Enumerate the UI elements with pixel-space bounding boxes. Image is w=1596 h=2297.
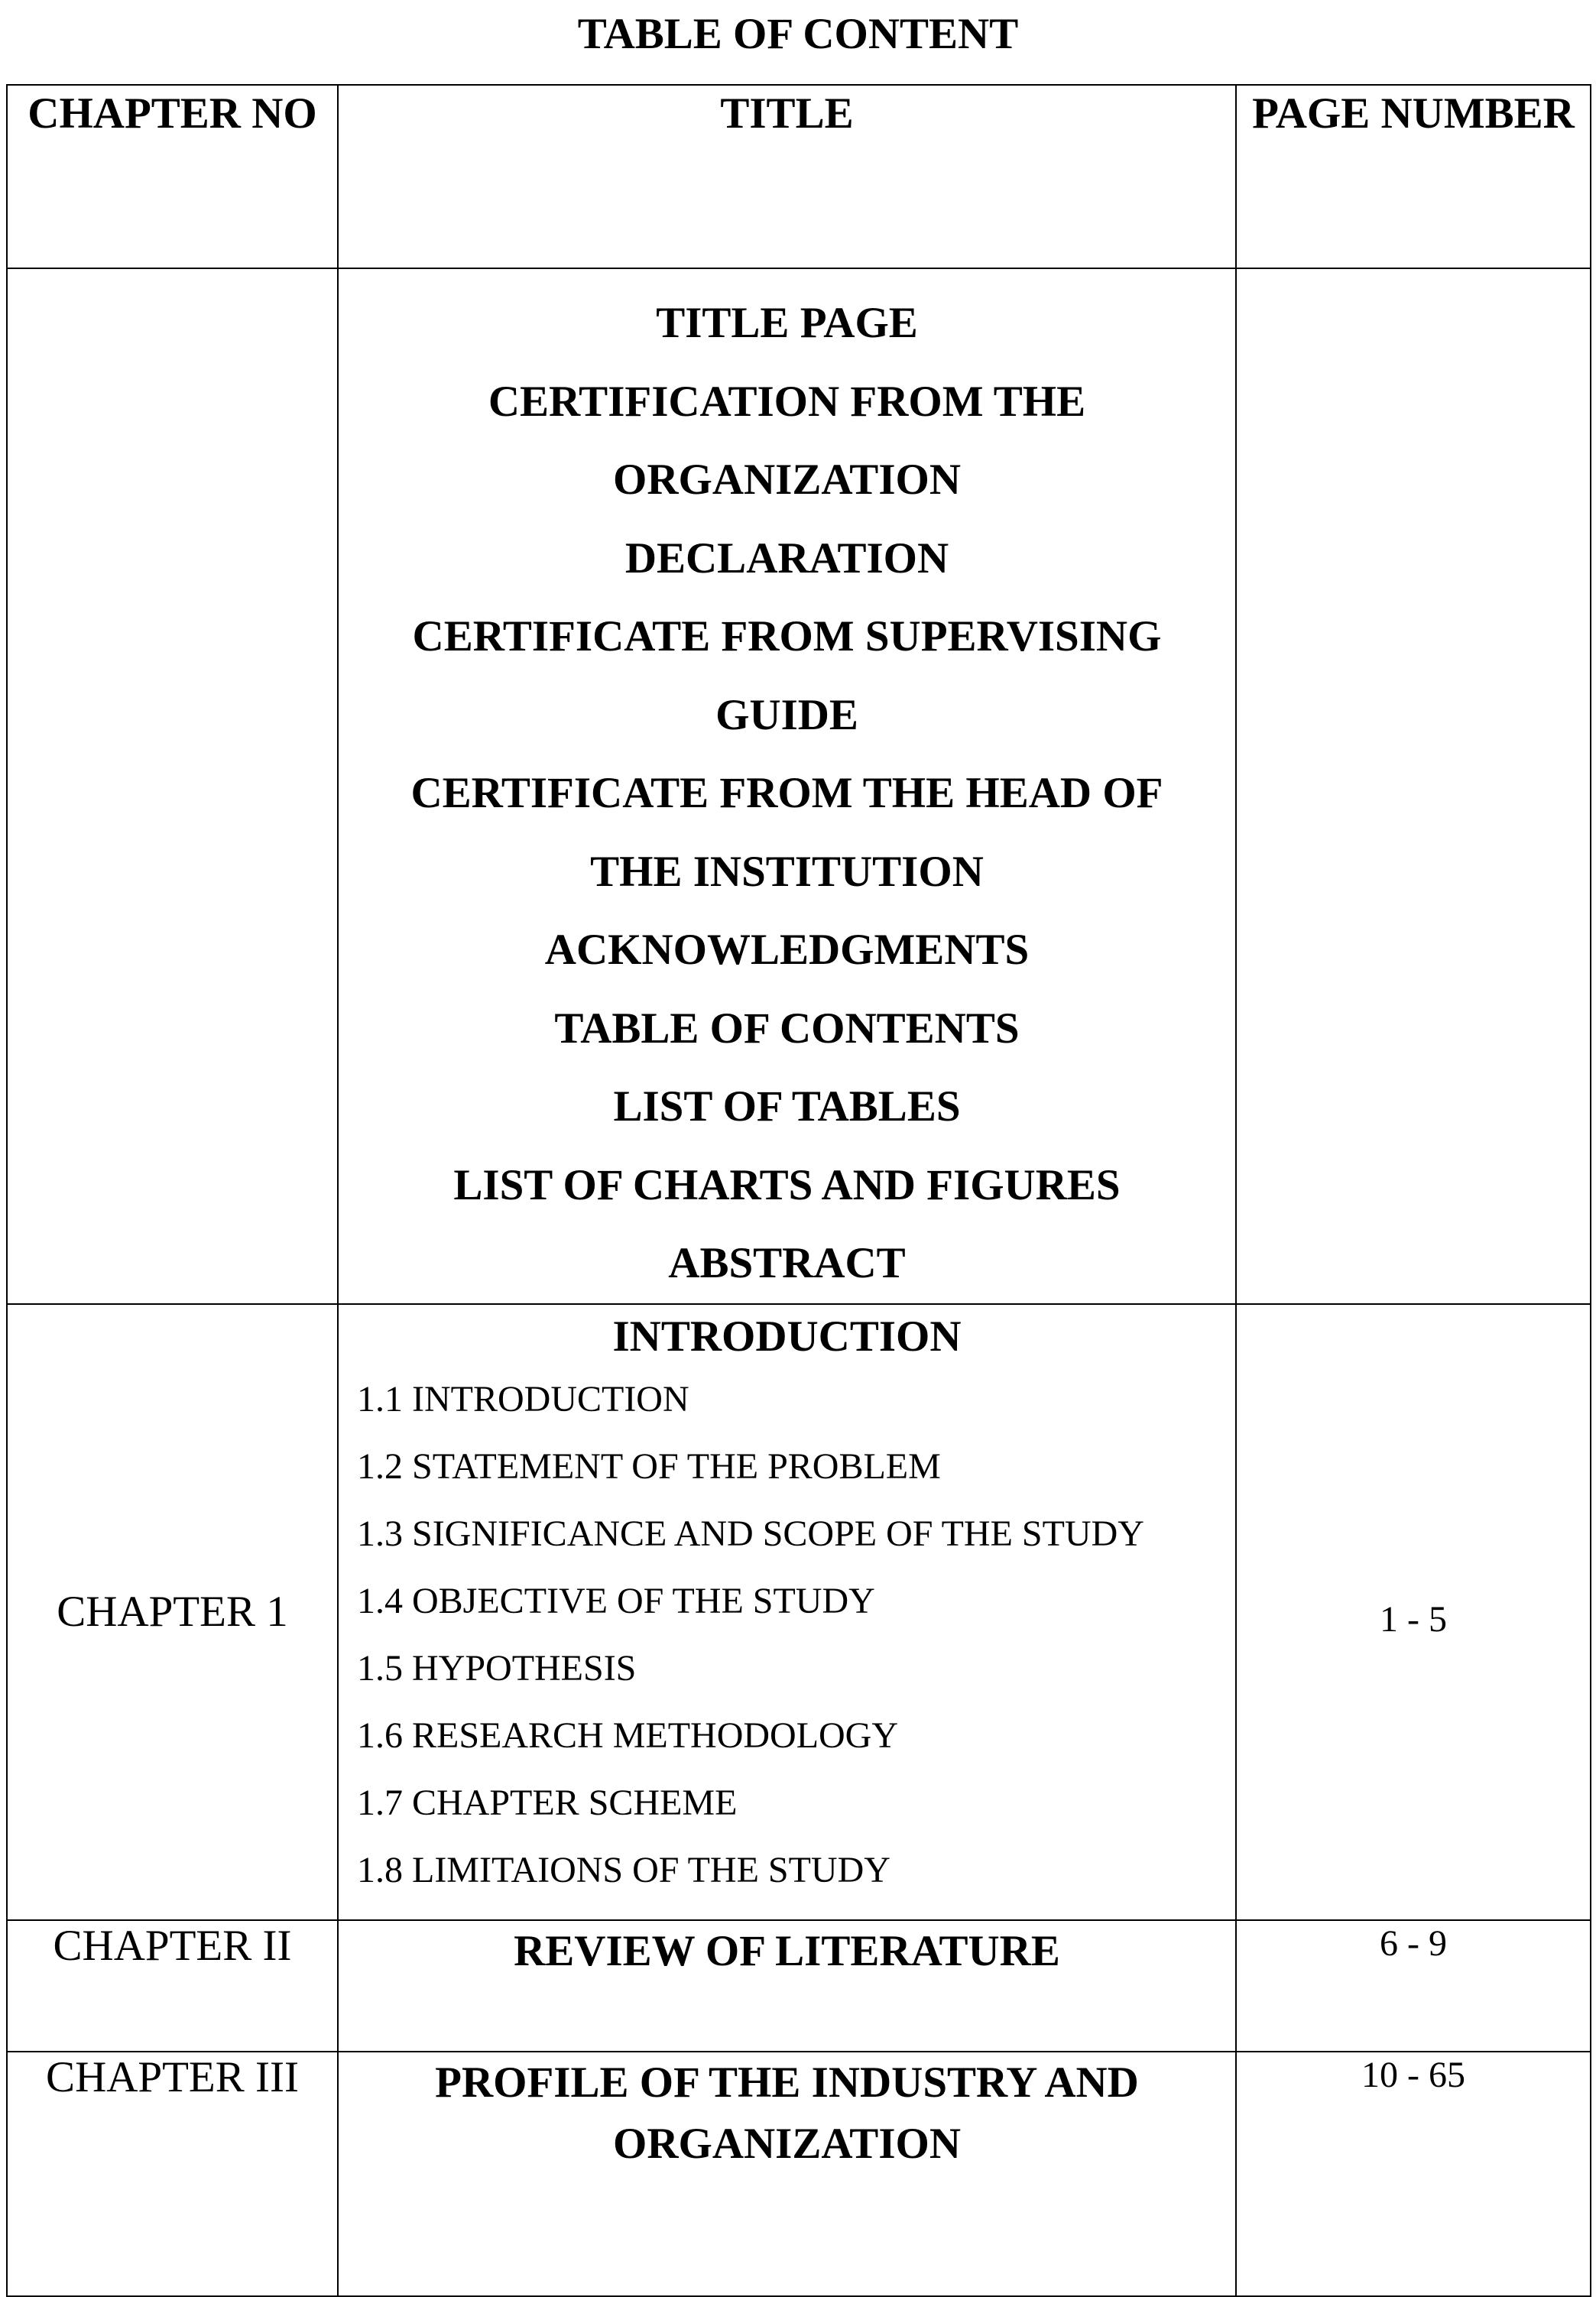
chapter-2-pages: 6 - 9 bbox=[1236, 1920, 1591, 2052]
document-title: TABLE OF CONTENT bbox=[577, 10, 1019, 58]
front-matter-item: TABLE OF CONTENTS bbox=[554, 1004, 1020, 1053]
chapter-3-title-line: ORGANIZATION bbox=[613, 2119, 961, 2168]
chapter-1-section: 1.3 SIGNIFICANCE AND SCOPE OF THE STUDY bbox=[357, 1513, 1144, 1554]
header-chapter-no: CHAPTER NO bbox=[7, 85, 338, 268]
header-title: TITLE bbox=[338, 85, 1236, 268]
chapter-1-number: CHAPTER 1 bbox=[57, 1587, 288, 1636]
chapter-3-title-cell bbox=[338, 2052, 1236, 2296]
front-matter-row bbox=[7, 268, 1591, 1304]
front-matter-item: ABSTRACT bbox=[668, 1239, 906, 1287]
header-row bbox=[7, 85, 1591, 268]
chapter-1-section: 1.7 CHAPTER SCHEME bbox=[357, 1782, 738, 1823]
chapter-3-row bbox=[7, 2052, 1591, 2296]
chapter-1-title-cell bbox=[338, 1304, 1236, 1920]
chapter-2-title: REVIEW OF LITERATURE bbox=[338, 1920, 1236, 2052]
chapter-1-section-list bbox=[339, 1366, 1235, 1904]
front-matter-item: THE INSTITUTION bbox=[590, 847, 984, 896]
front-matter-item: ACKNOWLEDGMENTS bbox=[544, 926, 1030, 974]
chapter-2-row bbox=[7, 1920, 1591, 2052]
front-matter-item: TITLE PAGE bbox=[656, 299, 918, 347]
chapter-1-section: 1.5 HYPOTHESIS bbox=[357, 1647, 637, 1689]
chapter-3-number: CHAPTER III bbox=[7, 2052, 338, 2296]
front-matter-chapter-cell bbox=[7, 268, 338, 1304]
front-matter-item: DECLARATION bbox=[624, 534, 949, 582]
front-matter-item: GUIDE bbox=[715, 690, 858, 739]
front-matter-item: CERTIFICATE FROM THE HEAD OF bbox=[410, 769, 1163, 817]
chapter-1-section: 1.4 OBJECTIVE OF THE STUDY bbox=[357, 1580, 875, 1621]
chapter-1-row bbox=[7, 1304, 1591, 1920]
table-of-contents bbox=[6, 84, 1591, 2297]
front-matter-item: CERTIFICATE FROM SUPERVISING bbox=[412, 612, 1162, 660]
chapter-1-section: 1.8 LIMITAIONS OF THE STUDY bbox=[357, 1849, 890, 1890]
front-matter-title-cell bbox=[338, 268, 1236, 1304]
front-matter-item: LIST OF CHARTS AND FIGURES bbox=[453, 1160, 1121, 1209]
header-page-number: PAGE NUMBER bbox=[1236, 85, 1591, 268]
front-matter-item: LIST OF TABLES bbox=[613, 1082, 961, 1131]
chapter-1-pages: 1 - 5 bbox=[1380, 1598, 1447, 1640]
front-matter-item: ORGANIZATION bbox=[613, 456, 961, 504]
front-matter-page-cell bbox=[1236, 268, 1591, 1304]
front-matter-item: CERTIFICATION FROM THE bbox=[488, 377, 1086, 426]
chapter-1-section: 1.2 STATEMENT OF THE PROBLEM bbox=[357, 1445, 941, 1487]
chapter-1-heading: INTRODUCTION bbox=[612, 1312, 962, 1361]
chapter-2-number: CHAPTER II bbox=[7, 1920, 338, 2052]
chapter-3-title-line: PROFILE OF THE INDUSTRY AND bbox=[435, 2058, 1139, 2107]
chapter-3-pages: 10 - 65 bbox=[1236, 2052, 1591, 2296]
front-matter-list bbox=[339, 269, 1235, 1303]
chapter-1-section: 1.6 RESEARCH METHODOLOGY bbox=[357, 1715, 898, 1756]
chapter-1-page-cell bbox=[1236, 1304, 1591, 1920]
chapter-1-number-cell bbox=[7, 1304, 338, 1920]
chapter-1-section: 1.1 INTRODUCTION bbox=[357, 1378, 689, 1419]
